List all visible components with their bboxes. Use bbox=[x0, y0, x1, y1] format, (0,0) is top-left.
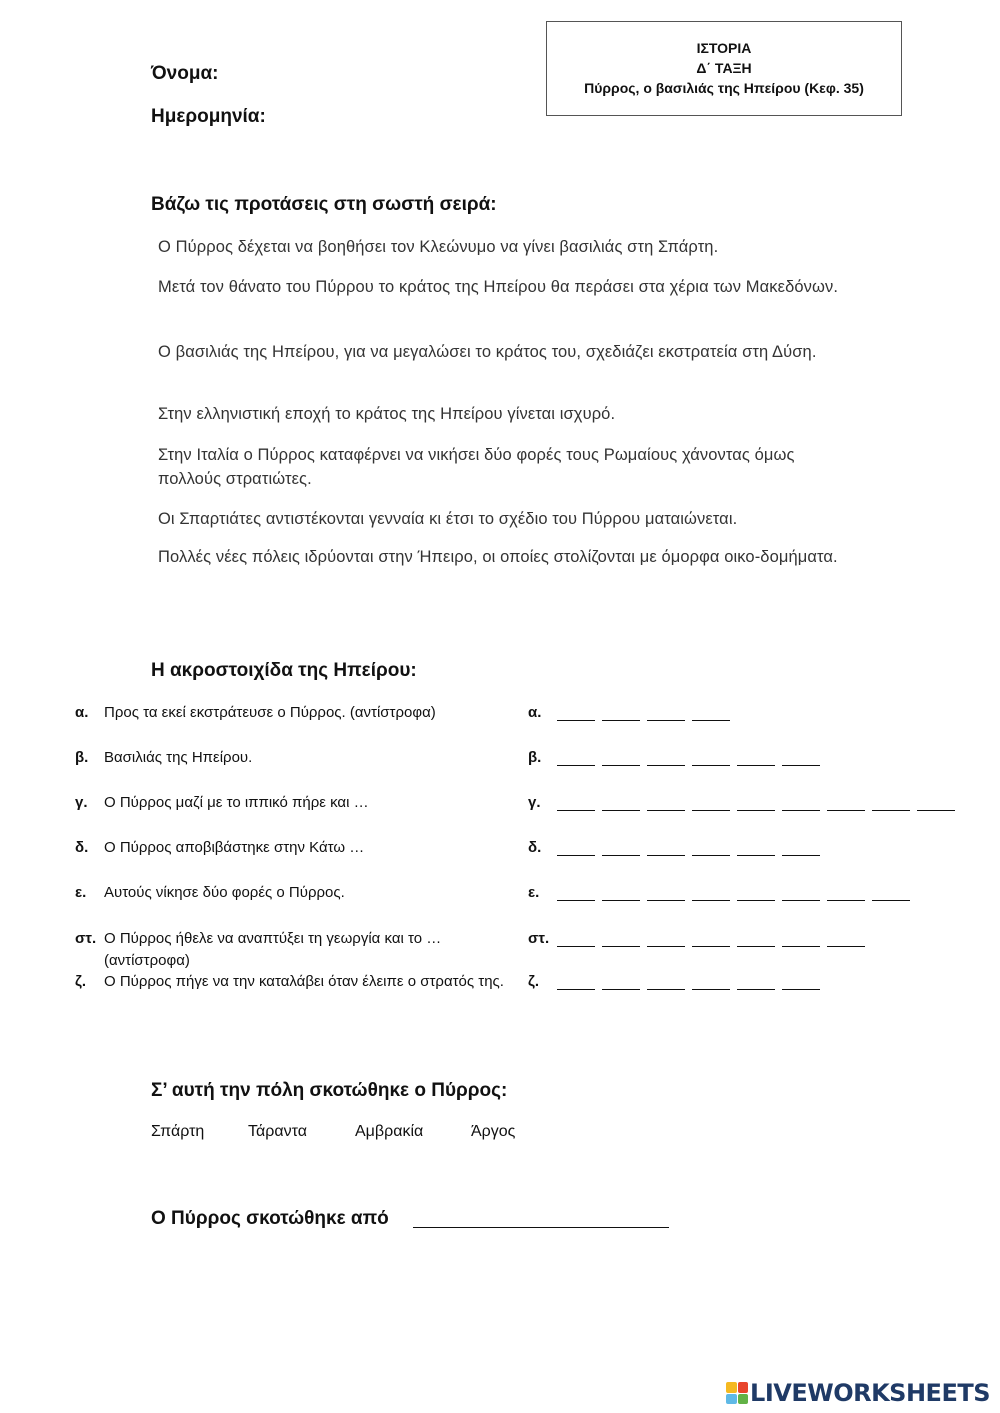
acrostic-letter-blank[interactable] bbox=[557, 796, 595, 811]
acrostic-letter-blank[interactable] bbox=[557, 751, 595, 766]
acrostic-letter-blank[interactable] bbox=[647, 706, 685, 721]
acrostic-answer-blanks bbox=[557, 886, 910, 901]
name-label: Όνομα: bbox=[151, 63, 219, 84]
acrostic-letter-blank[interactable] bbox=[782, 932, 820, 947]
acrostic-letter-blank[interactable] bbox=[692, 796, 730, 811]
acrostic-title: Η ακροστοιχίδα της Ηπείρου: bbox=[151, 660, 417, 681]
acrostic-answer-blanks bbox=[557, 796, 955, 811]
acrostic-clue-letter: γ. bbox=[75, 794, 88, 811]
city-option[interactable]: Άργος bbox=[471, 1123, 516, 1140]
lesson-title: Πύρρος, ο βασιλιάς της Ηπείρου (Κεφ. 35) bbox=[584, 80, 864, 96]
acrostic-letter-blank[interactable] bbox=[602, 751, 640, 766]
acrostic-letter-blank[interactable] bbox=[557, 706, 595, 721]
liveworksheets-logo bbox=[726, 1379, 990, 1407]
acrostic-letter-blank[interactable] bbox=[557, 841, 595, 856]
acrostic-letter-blank[interactable] bbox=[782, 975, 820, 990]
acrostic-clue: Ο Πύρρος πήγε να την καταλάβει όταν έλειπε ο στρατός της. bbox=[104, 973, 504, 990]
ordering-sentence[interactable]: Ο βασιλιάς της Ηπείρου, για να μεγαλώσει το κράτος του, σχεδιάζει εκστρατεία στη Δύση. bbox=[158, 343, 817, 361]
city-question-title: Σ’ αυτή την πόλη σκοτώθηκε ο Πύρρος: bbox=[151, 1080, 508, 1101]
acrostic-answer-letter: ε. bbox=[528, 884, 540, 901]
acrostic-letter-blank[interactable] bbox=[602, 706, 640, 721]
acrostic-clue-letter: β. bbox=[75, 749, 89, 766]
acrostic-clue: Βασιλιάς της Ηπείρου. bbox=[104, 749, 253, 766]
acrostic-letter-blank[interactable] bbox=[602, 796, 640, 811]
logo-square bbox=[738, 1382, 749, 1393]
acrostic-letter-blank[interactable] bbox=[692, 886, 730, 901]
acrostic-letter-blank[interactable] bbox=[647, 796, 685, 811]
ordering-sentence[interactable]: Στην Ιταλία ο Πύρρος καταφέρνει να νικήσει δύο φορές τους Ρωμαίους χάνοντας όμως πολλούς στρατιώτες. bbox=[158, 446, 795, 488]
acrostic-letter-blank[interactable] bbox=[557, 886, 595, 901]
logo-square bbox=[726, 1382, 737, 1393]
ordering-sentence[interactable]: Οι Σπαρτιάτες αντιστέκονται γενναία κι έτσι το σχέδιο του Πύρρου ματαιώνεται. bbox=[158, 510, 738, 528]
acrostic-clue: Προς τα εκεί εκστράτευσε ο Πύρρος. (αντίστροφα) bbox=[104, 704, 436, 721]
acrostic-letter-blank[interactable] bbox=[602, 975, 640, 990]
acrostic-clue: Αυτούς νίκησε δύο φορές ο Πύρρος. bbox=[104, 884, 345, 901]
logo-square bbox=[738, 1394, 749, 1405]
acrostic-letter-blank[interactable] bbox=[602, 932, 640, 947]
acrostic-letter-blank[interactable] bbox=[557, 975, 595, 990]
worksheet-header-box bbox=[546, 21, 902, 116]
acrostic-clue-letter: α. bbox=[75, 704, 89, 721]
acrostic-letter-blank[interactable] bbox=[647, 886, 685, 901]
city-option[interactable]: Σπάρτη bbox=[151, 1123, 205, 1140]
acrostic-letter-blank[interactable] bbox=[602, 886, 640, 901]
acrostic-letter-blank[interactable] bbox=[827, 932, 865, 947]
acrostic-letter-blank[interactable] bbox=[917, 796, 955, 811]
acrostic-letter-blank[interactable] bbox=[872, 796, 910, 811]
acrostic-answer-letter: β. bbox=[528, 749, 542, 766]
acrostic-clue: Ο Πύρρος αποβιβάστηκε στην Κάτω … bbox=[104, 839, 365, 856]
acrostic-letter-blank[interactable] bbox=[602, 841, 640, 856]
date-label: Ημερομηνία: bbox=[151, 106, 266, 127]
acrostic-answer-blanks bbox=[557, 932, 865, 947]
logo-text: LIVEWORKSHEETS bbox=[750, 1379, 990, 1407]
acrostic-letter-blank[interactable] bbox=[737, 975, 775, 990]
acrostic-letter-blank[interactable] bbox=[737, 751, 775, 766]
grade-label: Δ΄ ΤΑΞΗ bbox=[696, 60, 752, 76]
acrostic-letter-blank[interactable] bbox=[737, 932, 775, 947]
city-option[interactable]: Αμβρακία bbox=[355, 1123, 424, 1140]
acrostic-letter-blank[interactable] bbox=[692, 841, 730, 856]
acrostic-clue: Ο Πύρρος μαζί με το ιππικό πήρε και … bbox=[104, 794, 369, 811]
acrostic-clue-letter: ε. bbox=[75, 884, 87, 901]
acrostic-answer-letter: στ. bbox=[528, 930, 550, 947]
acrostic-letter-blank[interactable] bbox=[827, 886, 865, 901]
acrostic-answer-letter: ζ. bbox=[528, 973, 540, 990]
logo-mark-icon bbox=[726, 1382, 748, 1404]
killed-by-label: Ο Πύρρος σκοτώθηκε από bbox=[151, 1208, 389, 1229]
acrostic-letter-blank[interactable] bbox=[692, 932, 730, 947]
acrostic-letter-blank[interactable] bbox=[827, 796, 865, 811]
acrostic-letter-blank[interactable] bbox=[692, 706, 730, 721]
acrostic-letter-blank[interactable] bbox=[782, 751, 820, 766]
subject-title: ΙΣΤΟΡΙΑ bbox=[696, 40, 752, 56]
acrostic-letter-blank[interactable] bbox=[782, 886, 820, 901]
ordering-sentence[interactable]: Ο Πύρρος δέχεται να βοηθήσει τον Κλεώνυμο να γίνει βασιλιάς στη Σπάρτη. bbox=[158, 238, 719, 256]
acrostic-letter-blank[interactable] bbox=[782, 841, 820, 856]
acrostic-answer-blanks bbox=[557, 841, 820, 856]
acrostic-letter-blank[interactable] bbox=[737, 796, 775, 811]
acrostic-letter-blank[interactable] bbox=[872, 886, 910, 901]
acrostic-letter-blank[interactable] bbox=[737, 841, 775, 856]
killed-by-answer-field[interactable] bbox=[413, 1227, 669, 1228]
ordering-sentence[interactable]: Πολλές νέες πόλεις ιδρύονται στην Ήπειρο, οι οποίες στολίζονται με όμορφα οικο-δομήματα. bbox=[158, 548, 838, 566]
acrostic-letter-blank[interactable] bbox=[782, 796, 820, 811]
acrostic-letter-blank[interactable] bbox=[737, 886, 775, 901]
acrostic-answer-blanks bbox=[557, 706, 730, 721]
acrostic-clue-letter: ζ. bbox=[75, 973, 87, 990]
acrostic-clue: Ο Πύρρος ήθελε να αναπτύξει τη γεωργία και το … (αντίστροφα) bbox=[104, 930, 442, 969]
acrostic-answer-blanks bbox=[557, 975, 820, 990]
acrostic-letter-blank[interactable] bbox=[692, 751, 730, 766]
city-option[interactable]: Τάραντα bbox=[248, 1123, 307, 1140]
acrostic-clue-letter: δ. bbox=[75, 839, 89, 856]
ordering-title: Βάζω τις προτάσεις στη σωστή σειρά: bbox=[151, 194, 497, 215]
acrostic-clue-letter: στ. bbox=[75, 930, 97, 947]
ordering-sentence[interactable]: Μετά τον θάνατο του Πύρρου το κράτος της Ηπείρου θα περάσει στα χέρια των Μακεδόνων. bbox=[158, 278, 839, 296]
acrostic-letter-blank[interactable] bbox=[647, 751, 685, 766]
acrostic-answer-blanks bbox=[557, 751, 820, 766]
acrostic-letter-blank[interactable] bbox=[557, 932, 595, 947]
acrostic-answer-letter: γ. bbox=[528, 794, 541, 811]
acrostic-answer-letter: α. bbox=[528, 704, 542, 721]
acrostic-letter-blank[interactable] bbox=[692, 975, 730, 990]
acrostic-letter-blank[interactable] bbox=[647, 932, 685, 947]
acrostic-letter-blank[interactable] bbox=[647, 841, 685, 856]
acrostic-letter-blank[interactable] bbox=[647, 975, 685, 990]
acrostic-answer-letter: δ. bbox=[528, 839, 542, 856]
ordering-sentence[interactable]: Στην ελληνιστική εποχή το κράτος της Ηπείρου γίνεται ισχυρό. bbox=[158, 405, 616, 423]
logo-square bbox=[726, 1394, 737, 1405]
